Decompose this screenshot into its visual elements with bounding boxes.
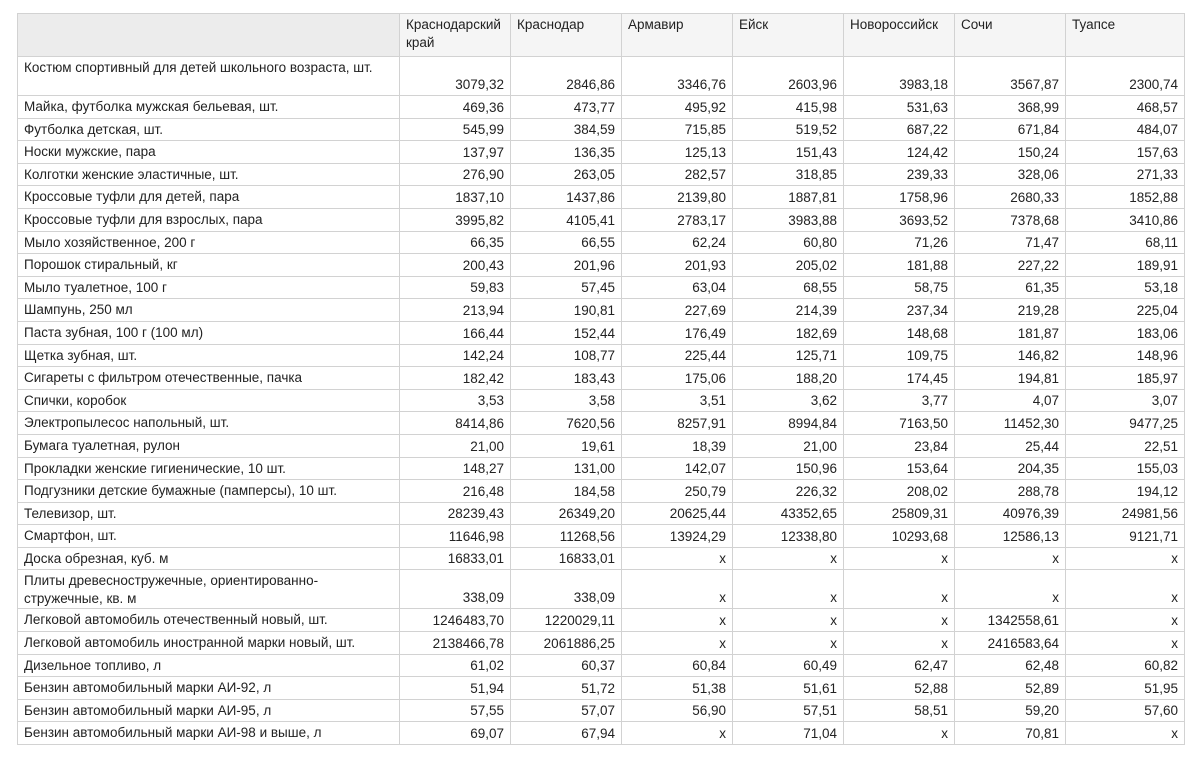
price-cell: 60,49 [733, 654, 844, 677]
price-cell: 282,57 [622, 163, 733, 186]
price-cell: 1837,10 [400, 186, 511, 209]
price-cell: 12338,80 [733, 525, 844, 548]
price-cell: 12586,13 [955, 525, 1066, 548]
price-cell: 3983,88 [733, 208, 844, 231]
price-cell: 183,43 [511, 367, 622, 390]
item-name-cell: Мыло туалетное, 100 г [18, 276, 400, 299]
column-header: Краснодарский край [400, 14, 511, 57]
item-name-cell: Спички, коробок [18, 389, 400, 412]
price-cell: 28239,43 [400, 502, 511, 525]
table-row [18, 480, 1185, 503]
price-cell: 1852,88 [1066, 186, 1185, 209]
price-cell: 57,07 [511, 699, 622, 722]
item-name-cell: Доска обрезная, куб. м [18, 547, 400, 570]
price-cell: 276,90 [400, 163, 511, 186]
price-cell: 155,03 [1066, 457, 1185, 480]
price-cell: 205,02 [733, 254, 844, 277]
price-cell: 125,71 [733, 344, 844, 367]
price-cell: 53,18 [1066, 276, 1185, 299]
price-cell: 318,85 [733, 163, 844, 186]
item-name-cell: Бензин автомобильный марки АИ-98 и выше, л [18, 722, 400, 745]
price-cell: 2783,17 [622, 208, 733, 231]
item-name-cell: Футболка детская, шт. [18, 118, 400, 141]
table-row [18, 502, 1185, 525]
price-cell: x [1066, 547, 1185, 570]
price-cell: 3995,82 [400, 208, 511, 231]
price-cell: x [1066, 609, 1185, 632]
table-row [18, 677, 1185, 700]
price-cell: 23,84 [844, 434, 955, 457]
item-name-cell: Бензин автомобильный марки АИ-95, л [18, 699, 400, 722]
table-row [18, 231, 1185, 254]
item-name-cell: Бумага туалетная, рулон [18, 434, 400, 457]
price-cell: 216,48 [400, 480, 511, 503]
price-cell: 8257,91 [622, 412, 733, 435]
price-cell: 56,90 [622, 699, 733, 722]
table-row [18, 570, 1185, 609]
table-row [18, 163, 1185, 186]
item-name-cell: Шампунь, 250 мл [18, 299, 400, 322]
price-cell: 57,51 [733, 699, 844, 722]
price-cell: 184,58 [511, 480, 622, 503]
price-cell: x [1066, 570, 1185, 609]
table-row [18, 141, 1185, 164]
price-cell: 190,81 [511, 299, 622, 322]
price-cell: 108,77 [511, 344, 622, 367]
price-cell: x [622, 609, 733, 632]
price-cell: 60,82 [1066, 654, 1185, 677]
item-name-cell: Паста зубная, 100 г (100 мл) [18, 321, 400, 344]
price-cell: 3,62 [733, 389, 844, 412]
price-cell: 671,84 [955, 118, 1066, 141]
price-cell: 57,60 [1066, 699, 1185, 722]
table-row [18, 632, 1185, 655]
price-cell: 109,75 [844, 344, 955, 367]
item-name-cell: Прокладки женские гигиенические, 10 шт. [18, 457, 400, 480]
price-cell: x [844, 570, 955, 609]
price-cell: 189,91 [1066, 254, 1185, 277]
price-cell: 2139,80 [622, 186, 733, 209]
price-cell: 3,53 [400, 389, 511, 412]
price-cell: 40976,39 [955, 502, 1066, 525]
price-cell: 7163,50 [844, 412, 955, 435]
price-cell: 2300,74 [1066, 57, 1185, 96]
price-cell: x [844, 609, 955, 632]
price-cell: 2603,96 [733, 57, 844, 96]
item-name-cell: Носки мужские, пара [18, 141, 400, 164]
price-cell: 131,00 [511, 457, 622, 480]
table-row [18, 276, 1185, 299]
price-cell: 71,26 [844, 231, 955, 254]
item-name-cell: Порошок стиральный, кг [18, 254, 400, 277]
price-cell: 157,63 [1066, 141, 1185, 164]
price-cell: 176,49 [622, 321, 733, 344]
price-cell: 200,43 [400, 254, 511, 277]
item-name-cell: Мыло хозяйственное, 200 г [18, 231, 400, 254]
price-cell: 70,81 [955, 722, 1066, 745]
price-cell: 3,58 [511, 389, 622, 412]
price-cell: 18,39 [622, 434, 733, 457]
price-cell: 495,92 [622, 96, 733, 119]
item-name-cell: Колготки женские эластичные, шт. [18, 163, 400, 186]
price-cell: 16833,01 [400, 547, 511, 570]
price-cell: 8414,86 [400, 412, 511, 435]
price-cell: 13924,29 [622, 525, 733, 548]
price-cell: 204,35 [955, 457, 1066, 480]
price-cell: 62,48 [955, 654, 1066, 677]
column-header: Сочи [955, 14, 1066, 57]
price-cell: 3079,32 [400, 57, 511, 96]
item-name-cell: Смартфон, шт. [18, 525, 400, 548]
price-cell: 468,57 [1066, 96, 1185, 119]
table-row [18, 57, 1185, 96]
price-cell: 3,07 [1066, 389, 1185, 412]
table-row [18, 654, 1185, 677]
table-row [18, 299, 1185, 322]
price-cell: 226,32 [733, 480, 844, 503]
table-row [18, 96, 1185, 119]
price-cell: 57,45 [511, 276, 622, 299]
price-cell: 125,13 [622, 141, 733, 164]
price-cell: 194,81 [955, 367, 1066, 390]
table-row [18, 208, 1185, 231]
price-cell: 225,44 [622, 344, 733, 367]
price-cell: 2416583,64 [955, 632, 1066, 655]
column-header: Краснодар [511, 14, 622, 57]
price-cell: 2680,33 [955, 186, 1066, 209]
price-cell: 3983,18 [844, 57, 955, 96]
price-cell: 1220029,11 [511, 609, 622, 632]
price-cell: 328,06 [955, 163, 1066, 186]
price-cell: 174,45 [844, 367, 955, 390]
table-row [18, 457, 1185, 480]
column-header: Армавир [622, 14, 733, 57]
item-name-cell: Сигареты с фильтром отечественные, пачка [18, 367, 400, 390]
price-cell: 60,80 [733, 231, 844, 254]
price-cell: 59,20 [955, 699, 1066, 722]
table-row [18, 525, 1185, 548]
table-row [18, 254, 1185, 277]
price-cell: 181,88 [844, 254, 955, 277]
price-cell: 237,34 [844, 299, 955, 322]
price-cell: 58,51 [844, 699, 955, 722]
price-cell: 152,44 [511, 321, 622, 344]
table-row [18, 118, 1185, 141]
price-cell: 4105,41 [511, 208, 622, 231]
price-cell: 22,51 [1066, 434, 1185, 457]
price-cell: x [844, 632, 955, 655]
price-cell: 21,00 [400, 434, 511, 457]
price-cell: 150,24 [955, 141, 1066, 164]
price-cell: 2138466,78 [400, 632, 511, 655]
price-cell: 3567,87 [955, 57, 1066, 96]
price-cell: 43352,65 [733, 502, 844, 525]
price-cell: 52,89 [955, 677, 1066, 700]
price-cell: 2846,86 [511, 57, 622, 96]
price-cell: x [1066, 722, 1185, 745]
item-name-cell: Бензин автомобильный марки АИ-92, л [18, 677, 400, 700]
price-cell: 182,69 [733, 321, 844, 344]
price-cell: 4,07 [955, 389, 1066, 412]
price-cell: 1437,86 [511, 186, 622, 209]
table-row [18, 367, 1185, 390]
price-cell: 8994,84 [733, 412, 844, 435]
price-cell: 7620,56 [511, 412, 622, 435]
price-cell: 148,96 [1066, 344, 1185, 367]
price-cell: 3,51 [622, 389, 733, 412]
price-cell: 1246483,70 [400, 609, 511, 632]
price-cell: 68,55 [733, 276, 844, 299]
item-name-cell: Майка, футболка мужская бельевая, шт. [18, 96, 400, 119]
price-cell: 60,37 [511, 654, 622, 677]
item-name-cell: Подгузники детские бумажные (памперсы), 10 шт. [18, 480, 400, 503]
price-cell: 11646,98 [400, 525, 511, 548]
price-cell: 11268,56 [511, 525, 622, 548]
price-cell: 153,64 [844, 457, 955, 480]
price-cell: 3,77 [844, 389, 955, 412]
price-cell: 21,00 [733, 434, 844, 457]
price-cell: 9121,71 [1066, 525, 1185, 548]
price-cell: 182,42 [400, 367, 511, 390]
price-cell: 338,09 [400, 570, 511, 609]
table-row [18, 699, 1185, 722]
table-row [18, 547, 1185, 570]
price-cell: 227,22 [955, 254, 1066, 277]
price-cell: x [622, 570, 733, 609]
price-cell: 10293,68 [844, 525, 955, 548]
price-cell: 484,07 [1066, 118, 1185, 141]
price-cell: 2061886,25 [511, 632, 622, 655]
price-cell: 25,44 [955, 434, 1066, 457]
price-cell: x [733, 632, 844, 655]
item-name-cell: Кроссовые туфли для взрослых, пара [18, 208, 400, 231]
corner-header-cell [18, 14, 400, 57]
price-cell: 338,09 [511, 570, 622, 609]
table-row [18, 434, 1185, 457]
price-cell: 288,78 [955, 480, 1066, 503]
price-cell: 150,96 [733, 457, 844, 480]
price-cell: 62,47 [844, 654, 955, 677]
price-cell: 71,04 [733, 722, 844, 745]
price-cell: 166,44 [400, 321, 511, 344]
price-cell: 175,06 [622, 367, 733, 390]
price-cell: 61,35 [955, 276, 1066, 299]
price-cell: 51,95 [1066, 677, 1185, 700]
price-cell: 201,93 [622, 254, 733, 277]
price-cell: 51,72 [511, 677, 622, 700]
price-cell: 66,55 [511, 231, 622, 254]
price-cell: 25809,31 [844, 502, 955, 525]
price-cell: 183,06 [1066, 321, 1185, 344]
price-cell: 208,02 [844, 480, 955, 503]
price-cell: 250,79 [622, 480, 733, 503]
price-table [17, 13, 1185, 745]
price-cell: 67,94 [511, 722, 622, 745]
price-cell: 715,85 [622, 118, 733, 141]
price-cell: 58,75 [844, 276, 955, 299]
price-cell: 16833,01 [511, 547, 622, 570]
price-cell: 3410,86 [1066, 208, 1185, 231]
table-row [18, 722, 1185, 745]
price-cell: 51,94 [400, 677, 511, 700]
item-name-cell: Костюм спортивный для детей школьного возраста, шт. [18, 57, 400, 96]
price-cell: 185,97 [1066, 367, 1185, 390]
price-cell: x [844, 547, 955, 570]
table-row [18, 609, 1185, 632]
price-cell: 1758,96 [844, 186, 955, 209]
price-cell: 194,12 [1066, 480, 1185, 503]
price-cell: x [733, 570, 844, 609]
price-cell: 142,07 [622, 457, 733, 480]
price-cell: 181,87 [955, 321, 1066, 344]
price-cell: 473,77 [511, 96, 622, 119]
price-cell: x [622, 632, 733, 655]
table-row [18, 389, 1185, 412]
table-row [18, 412, 1185, 435]
price-cell: 545,99 [400, 118, 511, 141]
price-cell: 60,84 [622, 654, 733, 677]
price-cell: 71,47 [955, 231, 1066, 254]
price-cell: x [844, 722, 955, 745]
price-cell: 384,59 [511, 118, 622, 141]
price-cell: 57,55 [400, 699, 511, 722]
price-cell: 62,24 [622, 231, 733, 254]
price-cell: 239,33 [844, 163, 955, 186]
item-name-cell: Плиты древесностружечные, ориентированно-стружечные, кв. м [18, 570, 400, 609]
header-row [18, 14, 1185, 57]
table-body [18, 57, 1185, 745]
price-cell: 19,61 [511, 434, 622, 457]
table-row [18, 321, 1185, 344]
price-cell: 66,35 [400, 231, 511, 254]
price-cell: 61,02 [400, 654, 511, 677]
price-cell: 1342558,61 [955, 609, 1066, 632]
price-cell: 415,98 [733, 96, 844, 119]
price-cell: 137,97 [400, 141, 511, 164]
price-cell: 225,04 [1066, 299, 1185, 322]
price-cell: 69,07 [400, 722, 511, 745]
table-row [18, 344, 1185, 367]
item-name-cell: Дизельное топливо, л [18, 654, 400, 677]
price-cell: 24981,56 [1066, 502, 1185, 525]
price-cell: 11452,30 [955, 412, 1066, 435]
price-cell: 124,42 [844, 141, 955, 164]
price-cell: 3693,52 [844, 208, 955, 231]
price-cell: 7378,68 [955, 208, 1066, 231]
item-name-cell: Легковой автомобиль иностранной марки новый, шт. [18, 632, 400, 655]
column-header: Ейск [733, 14, 844, 57]
price-cell: 9477,25 [1066, 412, 1185, 435]
price-cell: 148,68 [844, 321, 955, 344]
price-cell: 519,52 [733, 118, 844, 141]
price-cell: 368,99 [955, 96, 1066, 119]
price-cell: 263,05 [511, 163, 622, 186]
price-cell: 1887,81 [733, 186, 844, 209]
price-cell: 68,11 [1066, 231, 1185, 254]
table-row [18, 186, 1185, 209]
item-name-cell: Щетка зубная, шт. [18, 344, 400, 367]
price-cell: 142,24 [400, 344, 511, 367]
price-cell: 531,63 [844, 96, 955, 119]
price-cell: x [955, 570, 1066, 609]
price-cell: 52,88 [844, 677, 955, 700]
price-cell: 219,28 [955, 299, 1066, 322]
price-cell: x [622, 722, 733, 745]
price-cell: x [622, 547, 733, 570]
price-cell: 63,04 [622, 276, 733, 299]
price-cell: 214,39 [733, 299, 844, 322]
column-header: Туапсе [1066, 14, 1185, 57]
column-header: Новороссийск [844, 14, 955, 57]
price-cell: 51,38 [622, 677, 733, 700]
price-cell: 201,96 [511, 254, 622, 277]
price-cell: 271,33 [1066, 163, 1185, 186]
item-name-cell: Электропылесос напольный, шт. [18, 412, 400, 435]
item-name-cell: Легковой автомобиль отечественный новый, шт. [18, 609, 400, 632]
price-cell: 148,27 [400, 457, 511, 480]
price-cell: x [1066, 632, 1185, 655]
price-cell: 20625,44 [622, 502, 733, 525]
price-cell: x [733, 547, 844, 570]
price-cell: 469,36 [400, 96, 511, 119]
item-name-cell: Кроссовые туфли для детей, пара [18, 186, 400, 209]
price-cell: 59,83 [400, 276, 511, 299]
price-cell: 687,22 [844, 118, 955, 141]
item-name-cell: Телевизор, шт. [18, 502, 400, 525]
price-cell: 136,35 [511, 141, 622, 164]
price-cell: 51,61 [733, 677, 844, 700]
price-cell: 213,94 [400, 299, 511, 322]
price-cell: x [733, 609, 844, 632]
price-cell: x [955, 547, 1066, 570]
price-cell: 26349,20 [511, 502, 622, 525]
price-cell: 188,20 [733, 367, 844, 390]
price-cell: 146,82 [955, 344, 1066, 367]
price-cell: 227,69 [622, 299, 733, 322]
price-cell: 151,43 [733, 141, 844, 164]
price-cell: 3346,76 [622, 57, 733, 96]
